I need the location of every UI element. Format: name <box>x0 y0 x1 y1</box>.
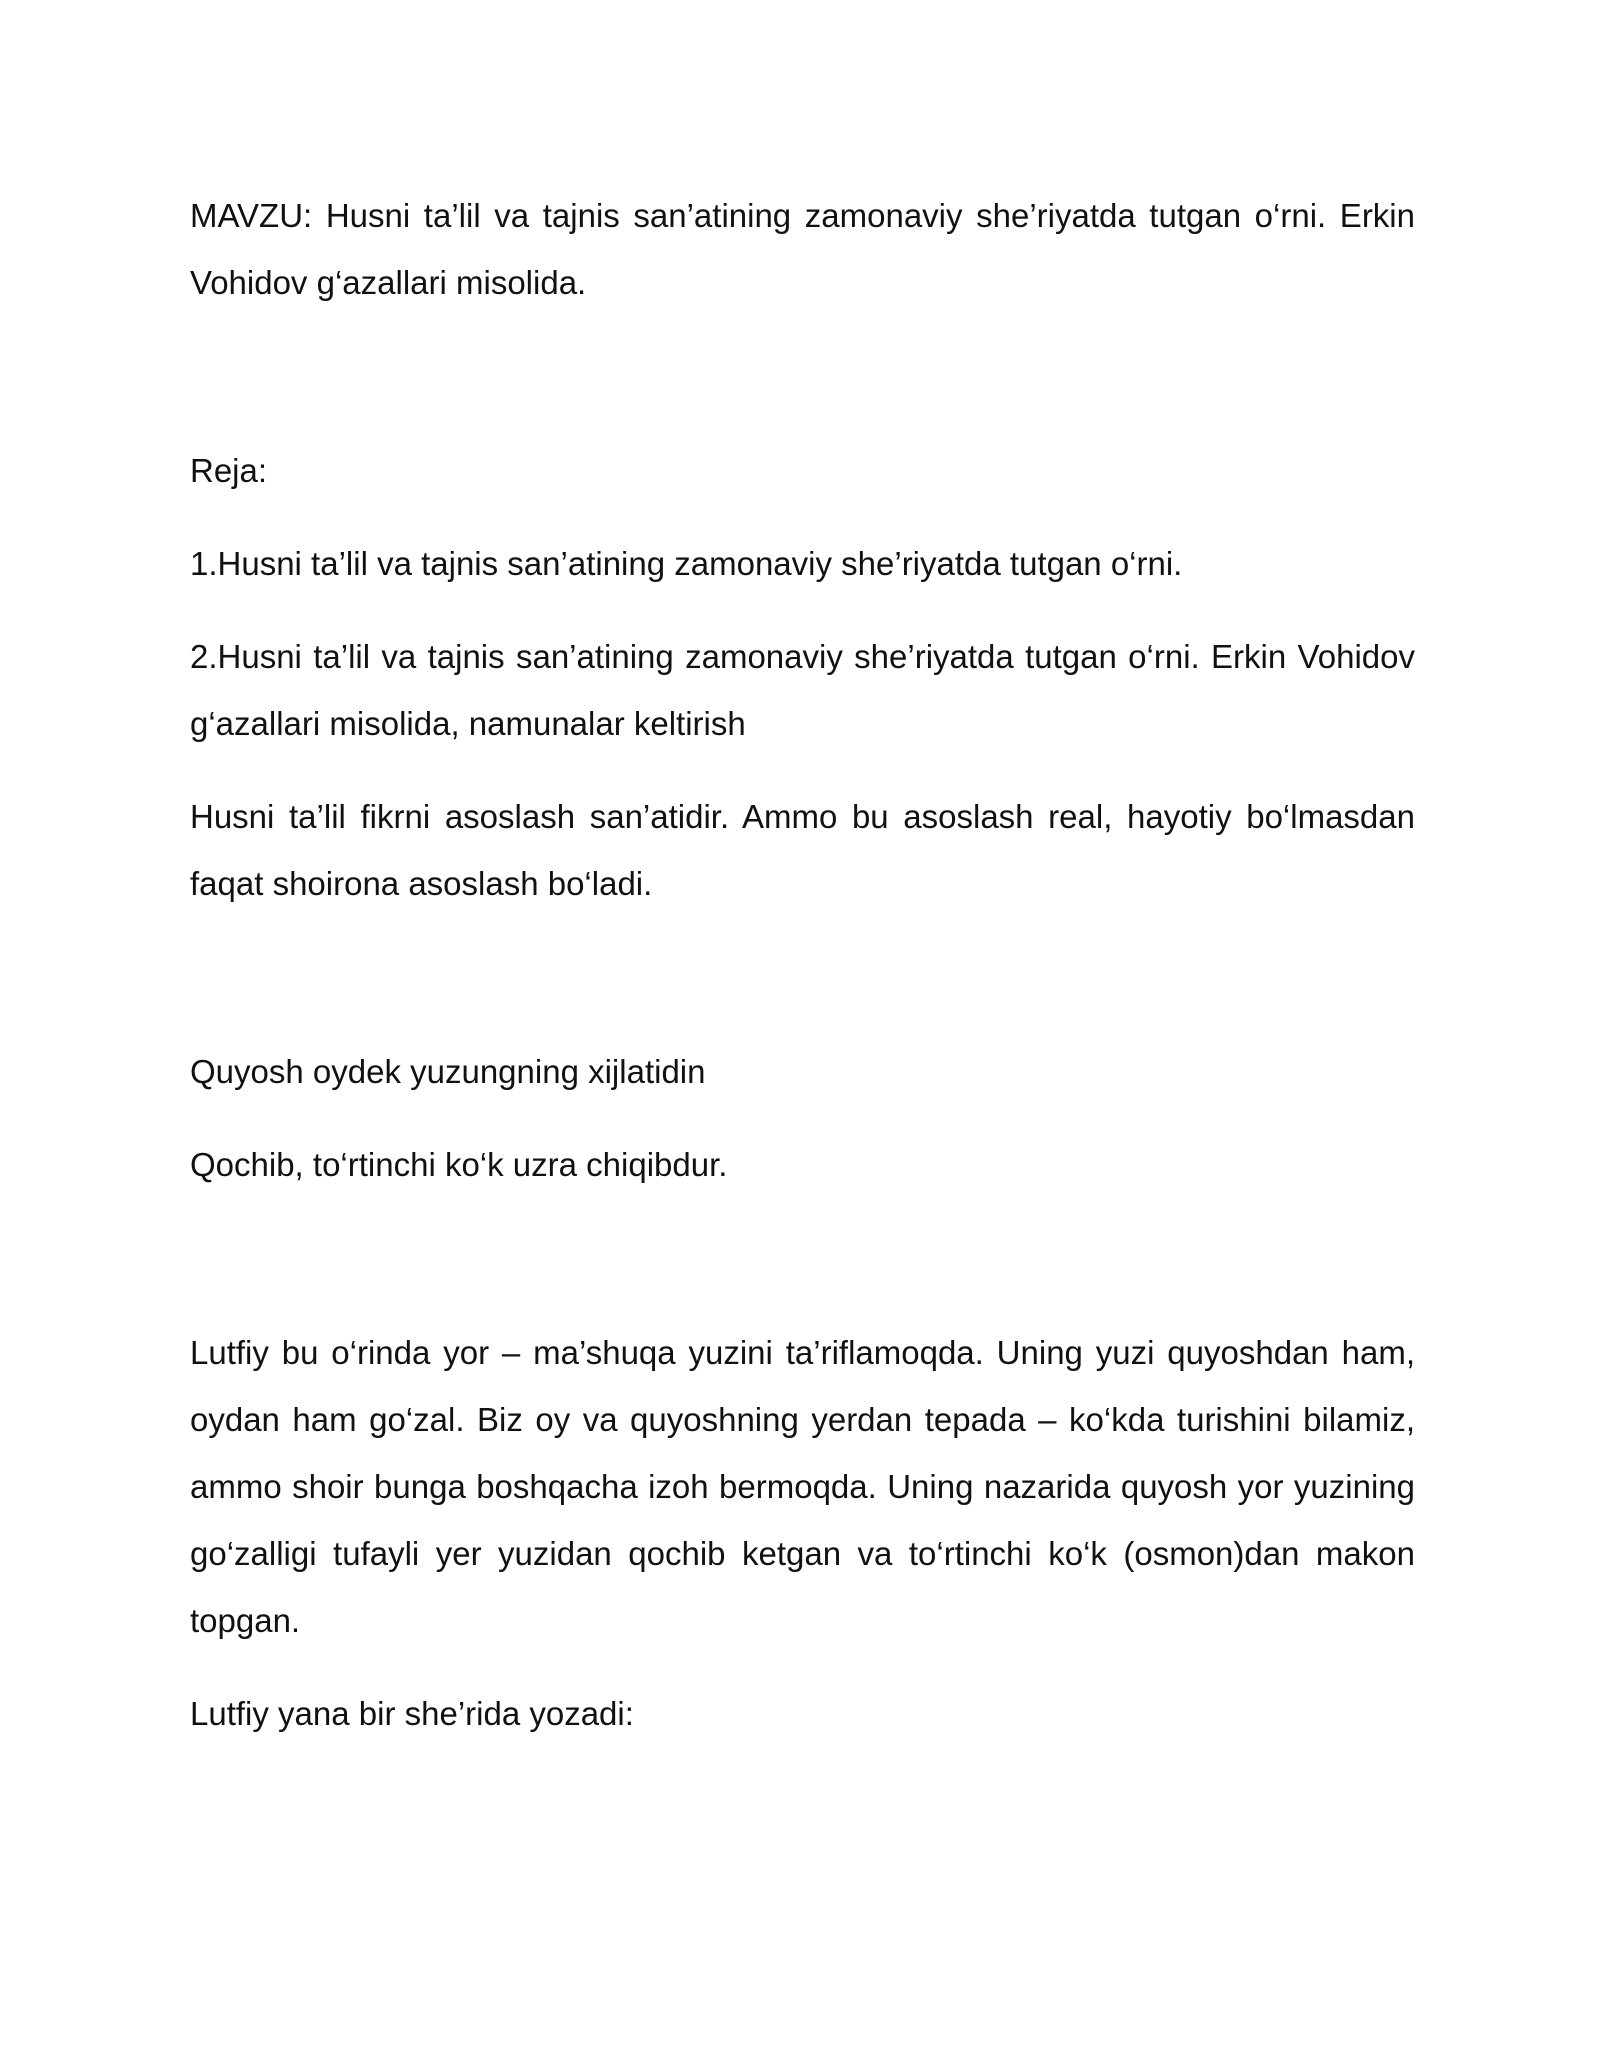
poem-line-1: Quyosh oydek yuzungning xijlatidin <box>190 1053 706 1090</box>
paragraph-lutfiy-explanation: Lutfiy bu o‘rinda yor – ma’shuqa yuzini ta’riflamoqda. Uning yuzi quyoshdan ham, oydan ham go‘zal. Biz oy va quyoshning yerdan tepada – ko‘kda turishini bilamiz, ammo shoir bunga boshqacha izoh bermoqda. Uning nazarida quyosh yor yuzining go‘zalligi tufayli yer yuzidan qochib ketgan va to‘rtinchi ko‘k (osmon)dan makon topgan. <box>190 1334 1415 1639</box>
plan-heading: Reja: <box>190 452 268 489</box>
plan-item-2: 2.Husni ta’lil va tajnis san’atining zamonaviy she’riyatda tutgan o‘rni. Erkin Vohidov g‘azallari misolida, namunalar keltirish <box>190 638 1415 742</box>
plan-item-1: 1.Husni ta’lil va tajnis san’atining zamonaviy she’riyatda tutgan o‘rni. <box>190 545 1183 582</box>
paragraph-husni-talil: Husni ta’lil fikrni asoslash san’atidir. Ammo bu asoslash real, hayotiy bo‘lmasdan faqat shoirona asoslash bo‘ladi. <box>190 798 1415 902</box>
document-title: MAVZU: Husni ta’lil va tajnis san’atining zamonaviy she’riyatda tutgan o‘rni. Erkin Vohidov g‘azallari misolida. <box>190 197 1415 301</box>
document-body <box>190 182 1415 1747</box>
paragraph-lutfiy-intro: Lutfiy yana bir she’rida yozadi: <box>190 1695 634 1732</box>
poem-line-2: Qochib, to‘rtinchi ko‘k uzra chiqibdur. <box>190 1146 728 1183</box>
